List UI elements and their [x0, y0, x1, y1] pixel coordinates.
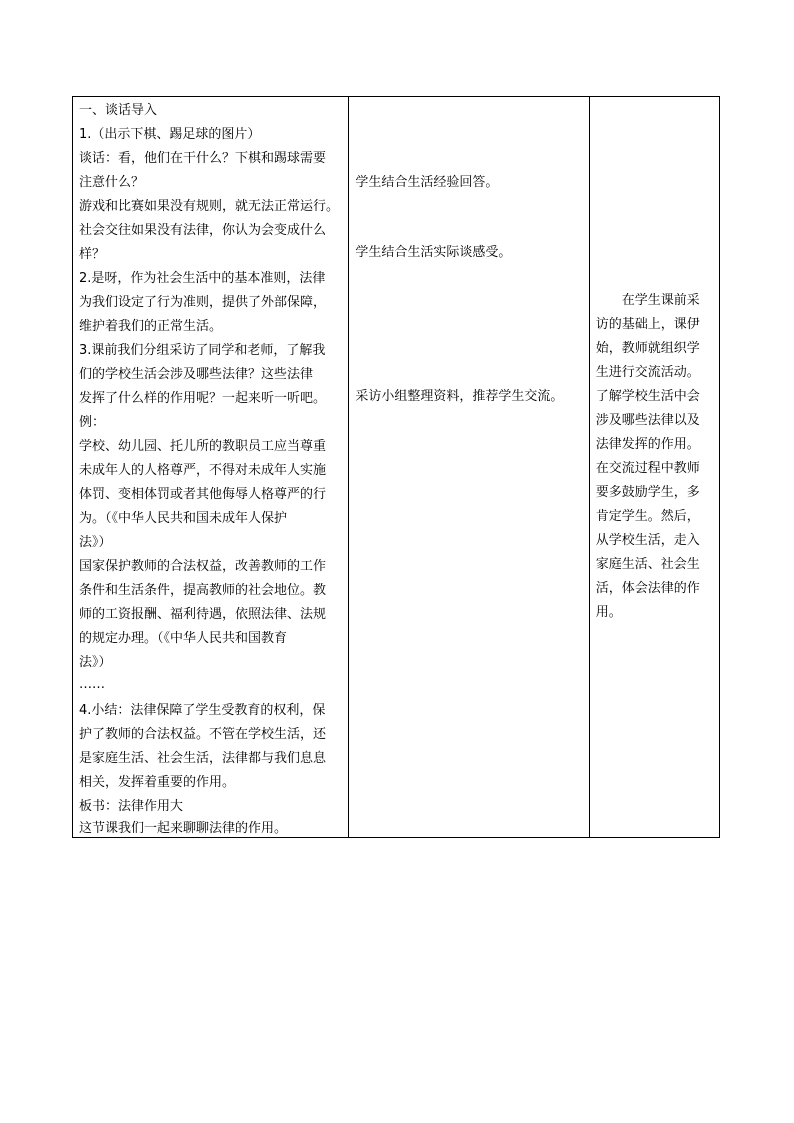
- text-line: 这节课我们一起来聊聊法律的作用。: [79, 821, 288, 836]
- text-line: 是家庭生活、社会生活，法律都与我们息息: [79, 751, 327, 766]
- text-line: 在交流过程中教师: [595, 461, 700, 476]
- text-line: 谈话：看，他们在干什么？下棋和踢球需要: [79, 151, 327, 166]
- text-line: 注意什么？: [79, 175, 145, 190]
- text-line: 用。: [595, 605, 622, 620]
- text-line: 例：: [79, 415, 106, 430]
- text-line: 4.小结：法律保障了学生受教育的权利，保: [79, 703, 326, 718]
- text-line: 条件和生活条件，提高教师的社会地位。教: [79, 583, 327, 598]
- text-line: 了解学校生活中会: [595, 389, 700, 404]
- text-line: 发挥了什么样的作用呢？一起来听一听吧。: [79, 391, 327, 406]
- text-line: 2.是呀，作为社会生活中的基本准则，法律: [79, 271, 326, 286]
- text-line: 未成年人的人格尊严，不得对未成年人实施: [79, 463, 327, 478]
- text-line: 一、谈话导入: [79, 103, 158, 118]
- text-line: 社会交往如果没有法律，你认为会变成什么: [79, 223, 327, 238]
- text-line: 家庭生活、社会生: [595, 557, 700, 572]
- text-line: 肯定学生。然后，: [595, 509, 700, 524]
- text-line: 学生结合生活经验回答。: [355, 175, 499, 190]
- text-line: 法律发挥的作用。: [595, 437, 700, 452]
- text-line: 的规定办理。（《中华人民共和国教育: [79, 631, 288, 646]
- text-line: 师的工资报酬、福利待遇，依照法律、法规: [79, 607, 327, 622]
- table-row: [73, 97, 720, 838]
- text-line: 生进行交流活动。: [595, 365, 700, 380]
- text-line: 涉及哪些法律以及: [595, 413, 700, 428]
- text-line: 活，体会法律的作: [595, 581, 700, 596]
- lesson-plan-table: [72, 96, 720, 838]
- text-line: 为。（《中华人民共和国未成年人保护: [79, 511, 288, 526]
- text-line: 在学生课前采: [595, 293, 700, 308]
- text-line: 们的学校生活会涉及哪些法律？这些法律: [79, 367, 314, 382]
- student-activity-cell: [349, 97, 589, 838]
- text-line: 学生结合生活实际谈感受。: [355, 245, 512, 260]
- text-line: 样？: [79, 247, 106, 262]
- text-line: 体罚、变相体罚或者其他侮辱人格尊严的行: [79, 487, 327, 502]
- text-line: 维护着我们的正常生活。: [79, 319, 223, 334]
- text-line: 法》）: [79, 655, 112, 670]
- text-line: 始，教师就组织学: [595, 341, 700, 356]
- text-line: 3.课前我们分组采访了同学和老师，了解我: [79, 343, 326, 358]
- text-line: 访的基础上，课伊: [595, 317, 700, 332]
- text-line: 要多鼓励学生，多: [595, 485, 700, 500]
- text-line: ……: [79, 677, 105, 692]
- text-line: 护了教师的合法权益。不管在学校生活，还: [79, 727, 327, 742]
- text-line: 从学校生活，走入: [595, 533, 700, 548]
- text-line: 采访小组整理资料，推荐学生交流。: [355, 389, 564, 404]
- text-line: 1.（出示下棋、踢足球的图片）: [79, 127, 261, 142]
- text-line: 相关，发挥着重要的作用。: [79, 775, 236, 790]
- design-intent-cell: [589, 97, 719, 838]
- text-line: 游戏和比赛如果没有规则，就无法正常运行。: [79, 199, 340, 214]
- text-line: 为我们设定了行为准则，提供了外部保障，: [79, 295, 327, 310]
- text-line: 板书：法律作用大: [79, 799, 184, 814]
- text-line: 学校、幼儿园、托儿所的教职员工应当尊重: [79, 439, 327, 454]
- text-line: 法》）: [79, 535, 112, 550]
- teacher-activity-cell: [73, 97, 349, 838]
- text-line: 国家保护教师的合法权益，改善教师的工作: [79, 559, 327, 574]
